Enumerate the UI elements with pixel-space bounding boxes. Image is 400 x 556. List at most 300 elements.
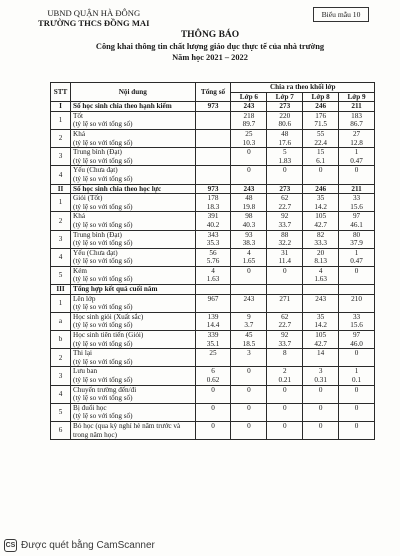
table-row: [51, 294, 375, 312]
table-row: [51, 403, 375, 421]
grade-6-cell: [231, 294, 267, 312]
count-value: 0: [282, 266, 287, 275]
grade-9-cell: [339, 331, 375, 349]
count-value: [305, 285, 336, 294]
grade-8-cell: [303, 294, 339, 312]
count-value: 0: [211, 385, 215, 394]
ratio-value: 22.7: [278, 321, 292, 330]
total-cell: [195, 294, 231, 312]
count-value: 25: [245, 129, 253, 138]
grade-6-cell: [231, 212, 267, 230]
count-value: 56: [209, 248, 217, 257]
row-ratio-note: (tỷ lệ so với tổng số): [73, 339, 133, 348]
count-value: 105: [315, 331, 327, 340]
ratio-value: 42.7: [314, 220, 327, 229]
count-value: 210: [351, 294, 362, 303]
grade-9-cell: [339, 294, 375, 312]
row-label: Khá: [73, 212, 86, 221]
count-value: 0: [247, 403, 251, 412]
ratio-value: 5.76: [206, 257, 220, 266]
count-value: 33: [352, 194, 361, 203]
count-value: 0: [282, 403, 287, 412]
row-ratio-note: (tỷ lệ so với tổng số): [73, 239, 133, 248]
school-name: TRƯỜNG THCS ĐỒNG MAI: [38, 18, 150, 28]
row-content: [71, 184, 196, 194]
ratio-value: 0.21: [278, 376, 292, 384]
form-number-box: Biểu mẫu 10: [313, 7, 369, 22]
row-label: Học sinh giỏi (Xuất sắc): [73, 312, 144, 321]
count-value: 0: [354, 349, 359, 358]
count-value: 0: [354, 385, 359, 394]
grade-7-cell: [267, 194, 303, 212]
count-value: 1: [354, 367, 359, 376]
row-ratio-note: (tỷ lệ so với tổng số): [73, 174, 133, 183]
ratio-value: 0.47: [350, 156, 363, 165]
count-value: 105: [315, 212, 327, 221]
ratio-value: 38.3: [242, 239, 256, 248]
row-content: [71, 349, 196, 367]
ratio-value: [198, 120, 229, 129]
count-value: 139: [207, 312, 219, 321]
ratio-value: [269, 431, 300, 440]
row-content: [71, 102, 196, 112]
header-grade-9: Lớp 9: [339, 92, 375, 102]
ratio-value: [341, 275, 372, 284]
count-value: [198, 148, 229, 157]
table-row: [51, 421, 375, 439]
count-value: 93: [245, 230, 253, 239]
count-value: 14: [317, 349, 325, 358]
ratio-value: 89.7: [242, 120, 256, 129]
grade-8-cell: [303, 148, 339, 166]
ratio-value: 14.4: [206, 321, 220, 330]
count-value: 973: [207, 102, 219, 111]
count-value: 0: [211, 403, 215, 412]
row-stt: 1: [51, 194, 71, 212]
count-value: 391: [207, 212, 219, 221]
ratio-value: [341, 175, 372, 184]
table-body: [51, 102, 375, 440]
row-ratio-note: (tỷ lệ so với tổng số): [73, 376, 133, 384]
count-value: 2: [282, 367, 287, 376]
grade-8-cell: [303, 266, 339, 284]
grade-8-cell: [303, 331, 339, 349]
grade-8-cell: [303, 349, 339, 367]
ratio-value: 18.3: [206, 202, 220, 211]
ratio-value: 22.4: [314, 138, 327, 147]
ratio-value: [305, 394, 336, 403]
grade-6-cell: [231, 403, 267, 421]
ratio-value: [269, 303, 300, 312]
row-label: Trung bình (Đạt): [73, 230, 122, 239]
row-stt: 5: [51, 266, 71, 284]
camscanner-logo-icon: CS: [4, 539, 17, 552]
ratio-value: 35.1: [206, 339, 220, 348]
count-value: 0: [247, 148, 251, 157]
row-ratio-note: (tỷ lệ so với tổng số): [73, 275, 133, 284]
ratio-value: 46.0: [350, 339, 363, 348]
ratio-value: 1.63: [206, 275, 220, 284]
ratio-value: 37.9: [350, 239, 363, 248]
row-content: [71, 421, 196, 439]
row-content: [71, 385, 196, 403]
row-label: Yếu (Chưa đạt): [73, 248, 118, 257]
row-ratio-note: (tỷ lệ so với tổng số): [73, 156, 133, 165]
count-value: 0: [282, 166, 287, 175]
ratio-value: [233, 303, 264, 312]
count-value: 98: [245, 212, 253, 221]
row-content: [71, 111, 196, 129]
grade-8-cell: [303, 166, 339, 184]
grade-9-cell: [339, 385, 375, 403]
row-content: [71, 230, 196, 248]
ratio-value: 1.63: [314, 275, 327, 284]
table-row: [51, 148, 375, 166]
row-ratio-note: (tỷ lệ so với tổng số): [73, 257, 133, 266]
table-row: [51, 349, 375, 367]
ratio-value: [269, 275, 300, 284]
table-row: [51, 194, 375, 212]
grade-8-cell: [303, 385, 339, 403]
row-stt: 1: [51, 294, 71, 312]
grade-9-cell: [339, 367, 375, 385]
total-cell: [195, 212, 231, 230]
count-value: 243: [243, 184, 255, 193]
ratio-value: [233, 394, 264, 403]
section-row: [51, 102, 375, 112]
header-total: Tổng số: [195, 83, 231, 102]
count-value: 211: [351, 184, 362, 193]
section-row: [51, 184, 375, 194]
count-value: 243: [243, 294, 255, 303]
table-row: [51, 266, 375, 284]
grade-7-cell: [267, 312, 303, 330]
grade-8-cell: [303, 129, 339, 147]
ratio-value: [233, 157, 264, 166]
ratio-value: 0.1: [352, 376, 362, 384]
row-label: Lưu ban: [73, 367, 98, 376]
ratio-value: 35.3: [206, 239, 220, 248]
table-row: [51, 312, 375, 330]
ratio-value: [341, 412, 372, 421]
count-value: [198, 130, 229, 139]
grade-9-cell: [339, 194, 375, 212]
row-label: Chuyển trường đến/đi: [73, 385, 137, 394]
count-value: 0: [247, 367, 251, 376]
count-value: 0: [354, 166, 359, 175]
ratio-value: [341, 303, 372, 312]
grade-7-cell: [267, 129, 303, 147]
ratio-value: [305, 303, 336, 312]
count-value: 0: [354, 403, 359, 412]
header-content: Nội dung: [71, 83, 196, 102]
ratio-value: 71.5: [314, 120, 327, 129]
grade-6-cell: [231, 166, 267, 184]
ratio-value: 22.7: [278, 202, 292, 211]
count-value: 62: [281, 194, 289, 203]
ratio-value: [305, 431, 336, 440]
section-row: [51, 285, 375, 295]
row-stt: 2: [51, 129, 71, 147]
row-stt: 3: [51, 230, 71, 248]
row-label: Tổng hợp kết quả cuối năm: [73, 285, 158, 294]
count-value: 0: [247, 421, 251, 430]
total-cell: [195, 266, 231, 284]
ratio-value: [198, 157, 229, 166]
ratio-value: [233, 175, 264, 184]
count-value: 0: [247, 385, 251, 394]
row-stt: a: [51, 312, 71, 330]
count-value: 0: [318, 403, 323, 412]
header-grade-7: Lớp 7: [267, 92, 303, 102]
ratio-value: 86.7: [350, 120, 363, 129]
ratio-value: [305, 412, 336, 421]
grade-7-cell: [267, 403, 303, 421]
header-grade-split: Chia ra theo khối lớp: [231, 83, 375, 93]
row-label: Số học sinh chia theo hạnh kiểm: [73, 102, 172, 111]
row-stt: 6: [51, 421, 71, 439]
grade-9-cell: [339, 403, 375, 421]
ratio-value: 19.8: [242, 202, 256, 211]
ratio-value: [233, 275, 264, 284]
total-cell: [195, 349, 231, 367]
count-value: 3: [247, 349, 251, 358]
grade-9-cell: [339, 248, 375, 266]
count-value: 0: [211, 421, 215, 430]
row-stt: b: [51, 331, 71, 349]
ratio-value: 11.4: [278, 257, 291, 266]
grade-8-cell: [303, 285, 339, 295]
total-cell: [195, 403, 231, 421]
grade-7-cell: [267, 331, 303, 349]
table-row: [51, 212, 375, 230]
ratio-value: 18.5: [242, 339, 256, 348]
count-value: [269, 285, 300, 294]
row-ratio-note: (tỷ lệ so với tổng số): [73, 202, 133, 211]
count-value: 92: [281, 212, 289, 221]
count-value: 33: [352, 312, 361, 321]
table-row: [51, 111, 375, 129]
row-stt: 4: [51, 385, 71, 403]
grade-6-cell: [231, 184, 267, 194]
grade-9-cell: [339, 148, 375, 166]
organization-header: [38, 8, 150, 28]
grade-9-cell: [339, 166, 375, 184]
count-value: 5: [282, 148, 287, 157]
ratio-value: 32.2: [278, 239, 292, 248]
ratio-value: 40.3: [242, 220, 256, 229]
total-cell: [195, 111, 231, 129]
grade-7-cell: [267, 248, 303, 266]
ratio-value: [198, 412, 229, 421]
ratio-value: 15.6: [350, 202, 363, 211]
grade-6-cell: [231, 129, 267, 147]
table-row: [51, 166, 375, 184]
count-value: [198, 166, 229, 175]
row-stt: 3: [51, 148, 71, 166]
total-cell: [195, 148, 231, 166]
row-content: [71, 194, 196, 212]
count-value: 243: [315, 294, 327, 303]
header-grade-6: Lớp 6: [231, 92, 267, 102]
count-value: 0: [247, 166, 251, 175]
count-value: 9: [247, 312, 251, 321]
grade-7-cell: [267, 102, 303, 112]
ratio-value: 1.83: [278, 156, 292, 165]
header-grade-8: Lớp 8: [303, 92, 339, 102]
row-stt: 4: [51, 166, 71, 184]
ratio-value: [341, 431, 372, 440]
count-value: 273: [279, 184, 291, 193]
grade-6-cell: [231, 312, 267, 330]
grade-6-cell: [231, 102, 267, 112]
count-value: 35: [317, 194, 325, 203]
count-value: 8: [282, 349, 287, 358]
count-value: 246: [315, 102, 327, 111]
notice-subtitle: Công khai thông tin chất lượng giáo dục thực tế của nhà trường: [95, 42, 325, 51]
count-value: [341, 285, 372, 294]
row-label: Thi lại: [73, 349, 93, 358]
count-value: 92: [281, 331, 289, 340]
count-value: 0: [354, 421, 359, 430]
count-value: 45: [245, 331, 253, 340]
row-content: [71, 285, 196, 295]
grade-7-cell: [267, 148, 303, 166]
count-value: 15: [317, 148, 325, 157]
row-content: [71, 367, 196, 385]
row-content: [71, 331, 196, 349]
grade-9-cell: [339, 285, 375, 295]
row-label: Yếu (Chưa đạt): [73, 166, 118, 175]
count-value: 1: [354, 248, 359, 257]
grade-7-cell: [267, 349, 303, 367]
row-stt: I: [51, 102, 71, 112]
row-ratio-note: (tỷ lệ so với tổng số): [73, 220, 133, 229]
ratio-value: 0.31: [314, 376, 327, 384]
count-value: 0: [318, 385, 323, 394]
table-row: [51, 230, 375, 248]
grade-8-cell: [303, 312, 339, 330]
count-value: 211: [351, 102, 362, 111]
ratio-value: [233, 412, 264, 421]
grade-7-cell: [267, 421, 303, 439]
count-value: 62: [281, 312, 289, 321]
row-content: [71, 403, 196, 421]
total-cell: [195, 129, 231, 147]
total-cell: [195, 102, 231, 112]
total-cell: [195, 248, 231, 266]
ratio-value: 33.3: [314, 239, 327, 248]
count-value: 0: [318, 421, 323, 430]
grade-9-cell: [339, 212, 375, 230]
row-stt: III: [51, 285, 71, 295]
ratio-value: [198, 358, 229, 367]
ratio-value: [269, 412, 300, 421]
row-stt: 5: [51, 403, 71, 421]
row-label: Tốt: [73, 111, 84, 120]
row-stt: 2: [51, 212, 71, 230]
count-value: 31: [281, 248, 289, 257]
ratio-value: [341, 358, 372, 367]
count-value: [198, 112, 229, 121]
ratio-value: 33.7: [278, 339, 292, 348]
grade-9-cell: [339, 421, 375, 439]
ratio-value: 40.2: [206, 220, 220, 229]
count-value: 273: [279, 102, 291, 111]
row-label: Lên lớp: [73, 294, 96, 303]
count-value: 35: [317, 312, 325, 321]
count-value: 88: [281, 230, 289, 239]
grade-6-cell: [231, 421, 267, 439]
count-value: 0: [354, 266, 359, 275]
school-year: Năm học 2021 – 2022: [172, 53, 248, 62]
grade-6-cell: [231, 248, 267, 266]
count-value: 97: [352, 212, 361, 221]
count-value: 6: [211, 367, 215, 376]
ratio-value: [198, 175, 229, 184]
count-value: 0: [247, 266, 251, 275]
grade-6-cell: [231, 230, 267, 248]
grade-9-cell: [339, 102, 375, 112]
grade-7-cell: [267, 294, 303, 312]
count-value: 973: [207, 184, 219, 193]
row-stt: 4: [51, 248, 71, 266]
total-cell: [195, 385, 231, 403]
grade-8-cell: [303, 421, 339, 439]
grade-9-cell: [339, 312, 375, 330]
total-cell: [195, 312, 231, 330]
quality-report-table: [50, 82, 375, 440]
ratio-value: 42.7: [314, 339, 327, 348]
count-value: 0: [282, 385, 287, 394]
ratio-value: 10.3: [242, 138, 256, 147]
row-ratio-note: (tỷ lệ so với tổng số): [73, 412, 133, 421]
grade-7-cell: [267, 285, 303, 295]
grade-8-cell: [303, 248, 339, 266]
grade-6-cell: [231, 331, 267, 349]
ratio-value: 6.1: [316, 156, 326, 165]
ratio-value: [305, 175, 336, 184]
count-value: 20: [317, 248, 325, 257]
ratio-value: [269, 358, 300, 367]
total-cell: [195, 194, 231, 212]
grade-6-cell: [231, 285, 267, 295]
scanner-watermark: [4, 539, 155, 552]
grade-9-cell: [339, 230, 375, 248]
row-ratio-note: (tỷ lệ so với tổng số): [73, 120, 133, 129]
total-cell: [195, 331, 231, 349]
row-label: Bị đuổi học: [73, 403, 107, 412]
grade-6-cell: [231, 349, 267, 367]
grade-6-cell: [231, 194, 267, 212]
row-label: Khá: [73, 129, 86, 138]
total-cell: [195, 421, 231, 439]
ratio-value: 17.6: [278, 138, 292, 147]
ratio-value: [305, 358, 336, 367]
table-row: [51, 248, 375, 266]
row-content: [71, 148, 196, 166]
grade-8-cell: [303, 212, 339, 230]
ratio-value: [198, 139, 229, 148]
district-name: UBND QUẬN HÀ ĐÔNG: [47, 8, 141, 18]
count-value: 55: [317, 129, 325, 138]
table-row: [51, 129, 375, 147]
row-content: [71, 129, 196, 147]
count-value: 243: [243, 102, 255, 111]
ratio-value: [198, 431, 229, 440]
row-content: [71, 166, 196, 184]
ratio-value: 8.13: [314, 257, 327, 266]
